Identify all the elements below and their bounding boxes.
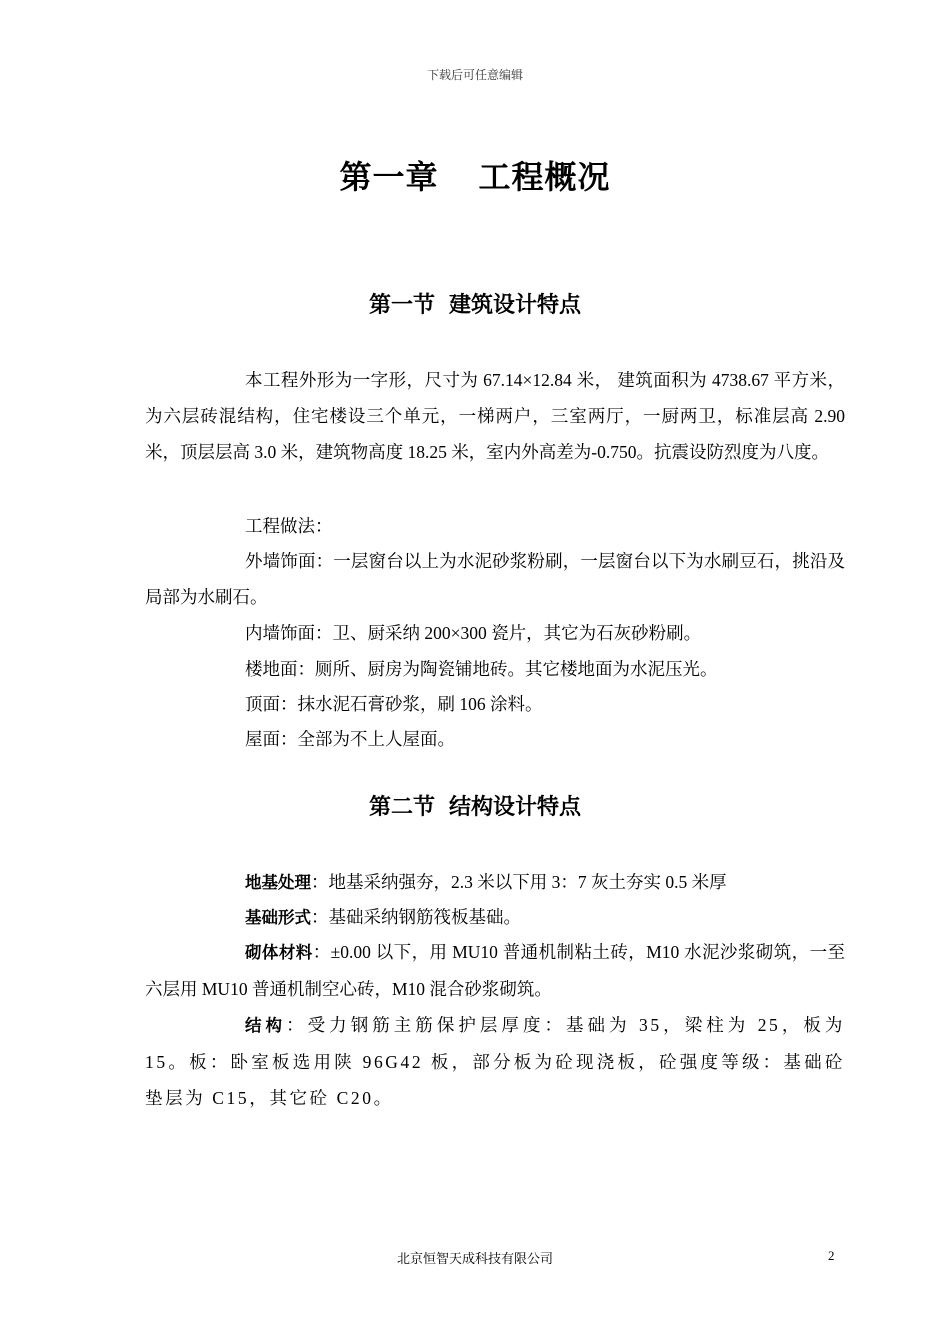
chapter-title (0, 152, 950, 198)
item-label: 砌体材料 (245, 943, 313, 962)
paragraph-foundation-type (145, 899, 845, 936)
paragraph-methods: 工程做法： (245, 516, 333, 536)
page-number: 2 (828, 1248, 835, 1263)
paragraph-overview: 本工程外形为一字形，尺寸为 67.14×12.84 米， 建筑面积为 4738.67 平方米，为六层砖混结构，住宅楼设三个单元，一梯两户，三室两厅，一厨两卫，标准层高 2.90 米，顶层层高 3.0 米，建筑物高度 18.25 米，室内外高差为-0.750。抗震设防烈度为八度。 (145, 370, 845, 462)
item-text: ±0.00 以下，用 MU10 普通机制粘土砖，M10 水泥沙浆砌筑，一至六层用 MU10 普通机制空心砖，M10 混合砂浆砌筑。 (145, 942, 846, 999)
chapter-number: 第一章 (339, 158, 439, 196)
footer-company: 北京恒智天成科技有限公司 (396, 1251, 553, 1266)
item-text: 地基采纳强夯，2.3 米以下用 3：7 灰土夯实 0.5 米厚 (328, 872, 727, 892)
item-text: 受力钢筋主筋保护层厚度：基础为 35，梁柱为 25，板为 15。板：卧室板选用陕 96G42 板，部分板为砼现浇板，砼强度等级：基础砼垫层为 C15，其它砼 C20。 (145, 1015, 845, 1108)
section-number: 第一节 (368, 293, 435, 318)
paragraph-roof: 屋面：全部为不上人屋面。 (245, 729, 455, 749)
header-note: 下载后可任意编辑 (426, 68, 523, 82)
item-separator: ： (311, 907, 329, 927)
item-label: 结构 (245, 1016, 287, 1035)
section-number: 第二节 (368, 795, 435, 820)
item-separator: ： (312, 942, 331, 962)
paragraph-masonry (145, 934, 845, 1007)
item-label: 地基处理 (245, 873, 311, 892)
item-separator: ： (286, 1015, 308, 1035)
paragraph-ceiling: 顶面：抹水泥石膏砂浆，刷 106 涂料。 (245, 694, 543, 714)
paragraph-foundation-treatment (145, 864, 845, 901)
item-separator: ： (311, 872, 329, 892)
item-label: 基础形式 (245, 908, 311, 927)
chapter-name: 工程概况 (478, 158, 611, 196)
section-title-structure (0, 790, 950, 821)
section-name: 结构设计特点 (449, 795, 582, 820)
paragraph-interior-wall: 内墙饰面：卫、厨采纳 200×300 瓷片，其它为石灰砂粉刷。 (245, 623, 702, 643)
section-title-architecture (0, 288, 950, 319)
paragraph-structure (145, 1007, 845, 1116)
paragraph-floor: 楼地面：厕所、厨房为陶瓷铺地砖。其它楼地面为水泥压光。 (245, 659, 718, 679)
section-name: 建筑设计特点 (449, 293, 582, 318)
item-text: 基础采纳钢筋筏板基础。 (328, 907, 521, 927)
paragraph-exterior-wall: 外墙饰面：一层窗台以上为水泥砂浆粉刷，一层窗台以下为水刷豆石，挑沿及局部为水刷石。 (145, 551, 845, 607)
